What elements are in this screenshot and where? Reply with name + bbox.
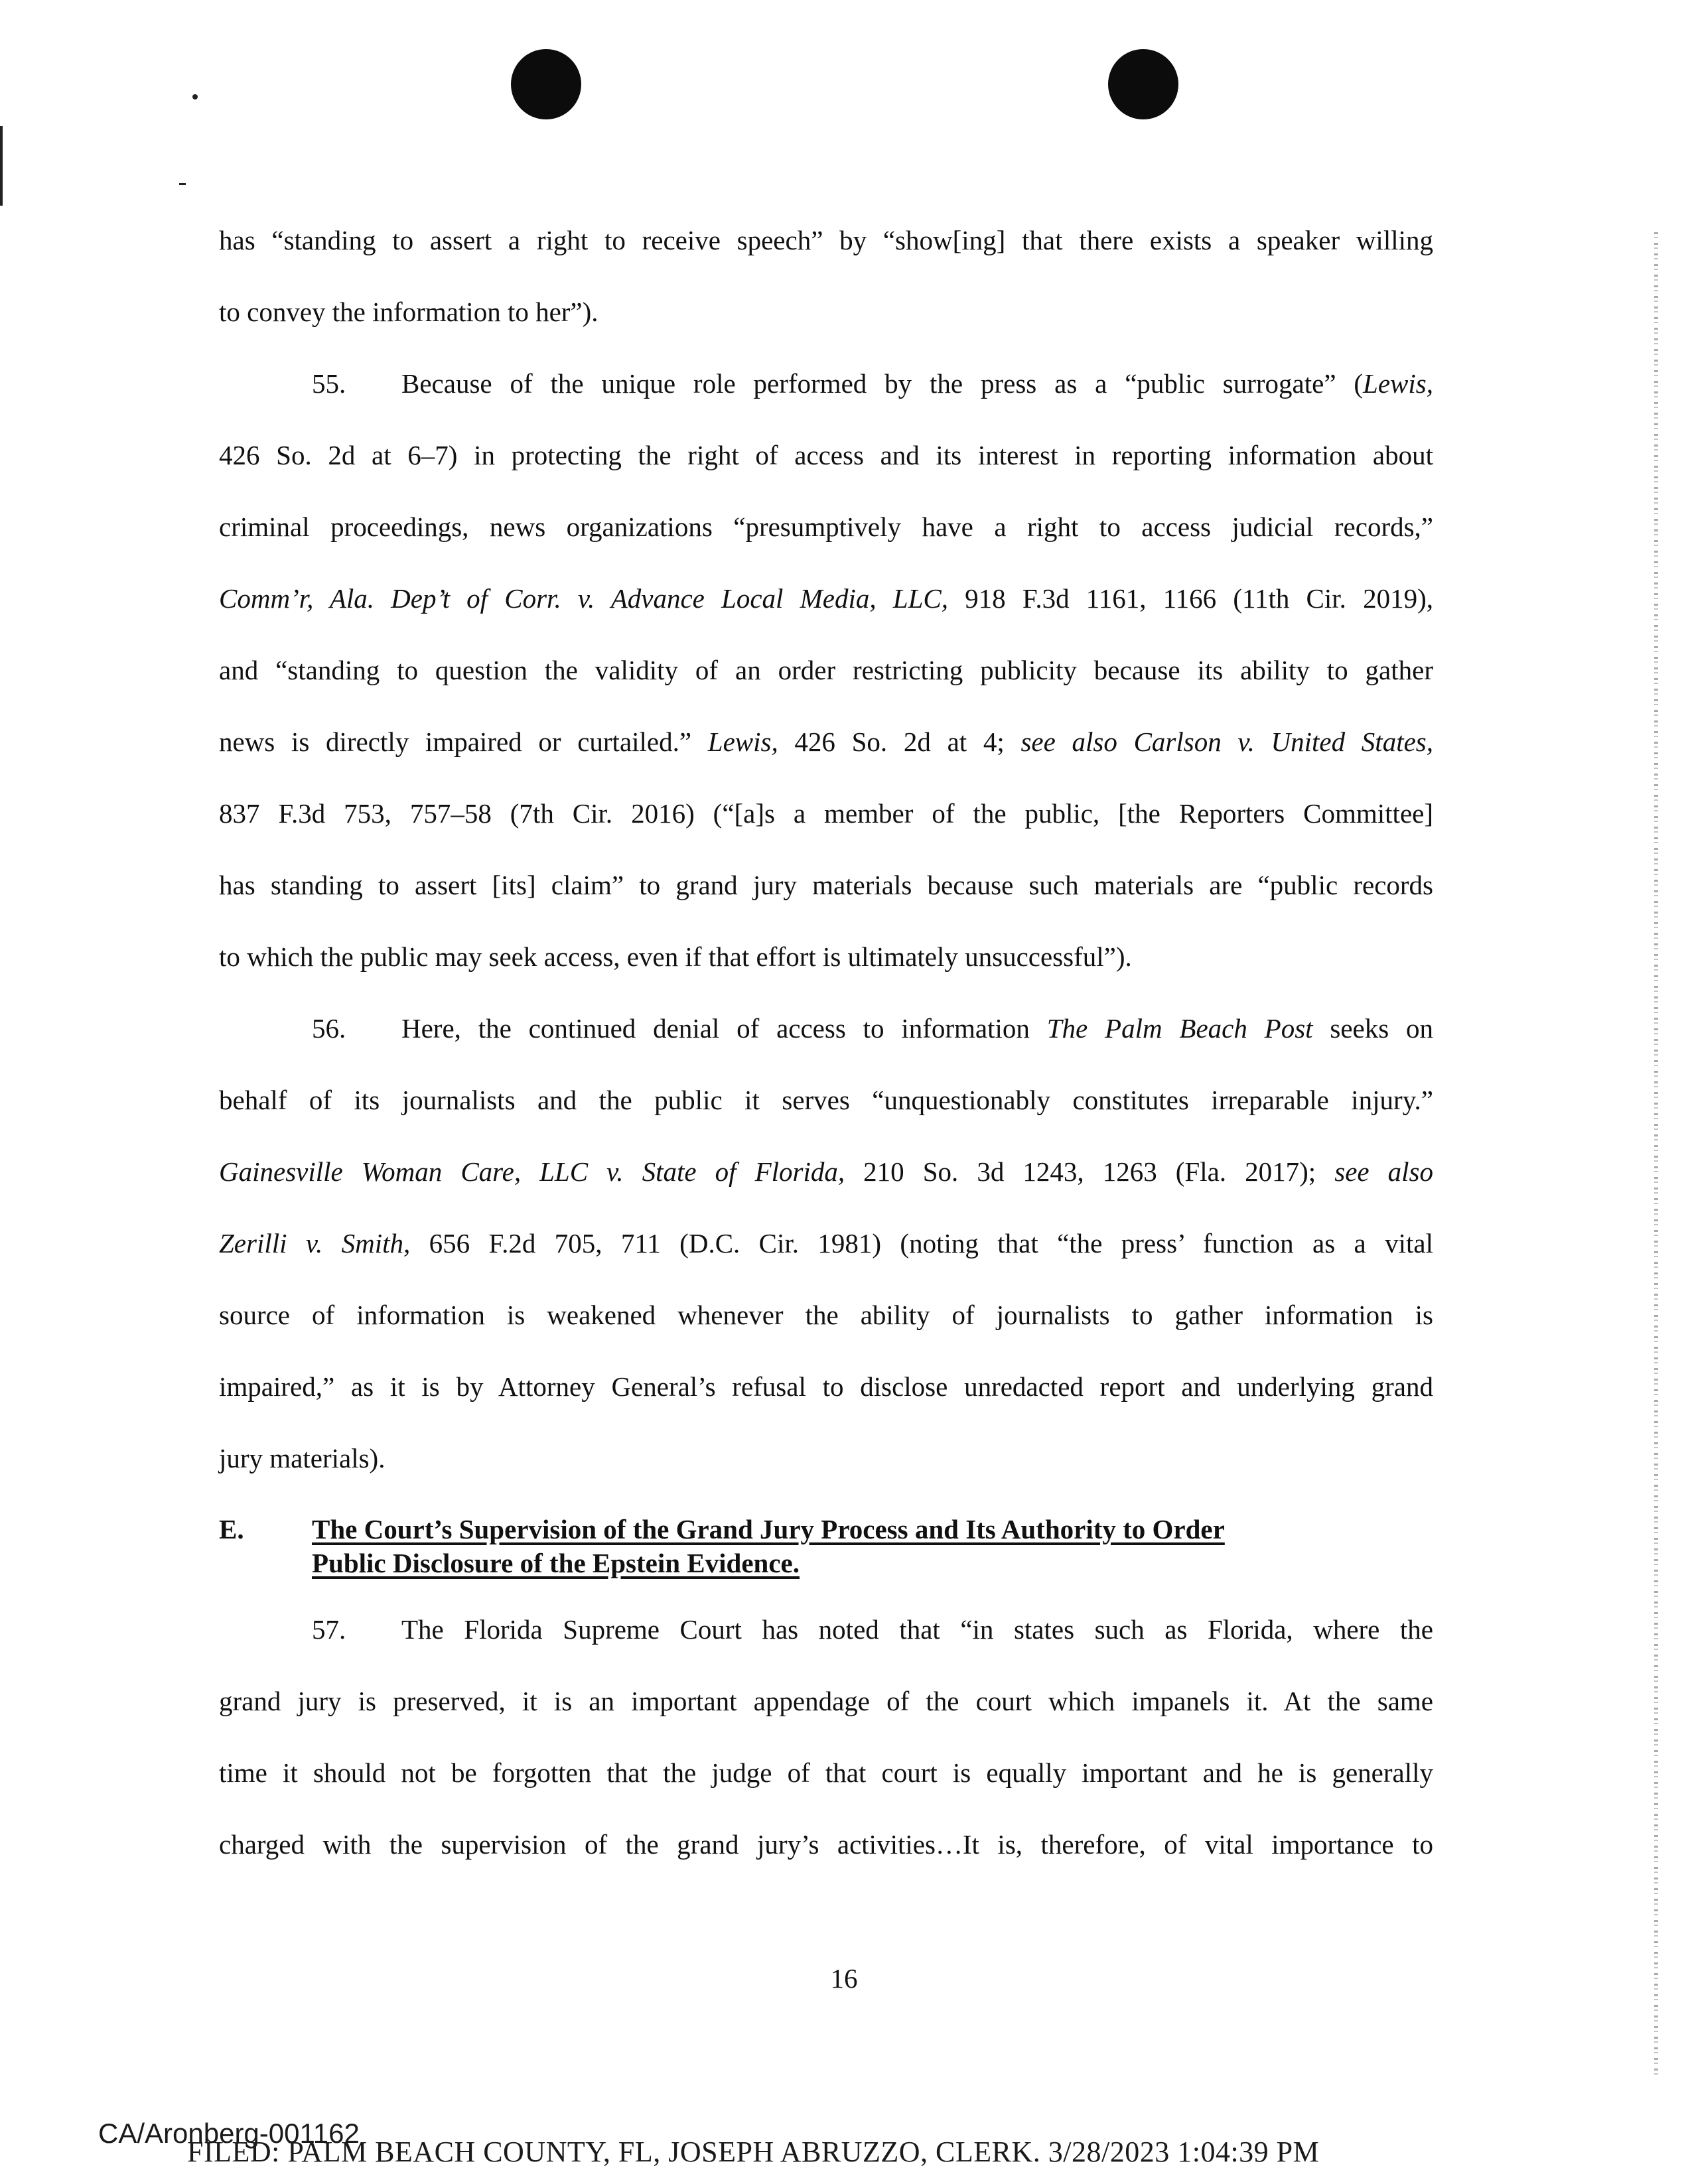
text-line: has standing to assert [its] claim” to grand jury materials because such materials are “public records [219, 870, 1433, 900]
citation: see also Carlson v. United States, [1020, 726, 1433, 757]
text-line: time it should not be forgotten that the judge of that court is equally important and he is generally [219, 1757, 1433, 1788]
scan-speck [192, 94, 198, 100]
citation: The Palm Beach Post [1046, 1013, 1313, 1044]
text-line: impaired,” as it is by Attorney General’s refusal to disclose unredacted report and underlying grand [219, 1371, 1433, 1402]
paragraph-55-line: 55. Because of the unique role performed by the press as a “public surrogate” (Lewis, [312, 368, 1433, 399]
citation: see also [1334, 1156, 1433, 1187]
text-line: 426 So. 2d at 6–7) in protecting the right of access and its interest in reporting information about [219, 440, 1433, 470]
section-heading-line: The Court’s Supervision of the Grand Jury Process and Its Authority to Order [312, 1514, 1225, 1544]
text-line: and “standing to question the validity of an order restricting publicity because its ability to gather [219, 655, 1433, 685]
scan-edge-strip [1654, 232, 1658, 2077]
text-line: 837 F.3d 753, 757–58 (7th Cir. 2016) (“[a]s a member of the public, [the Reporters Committee] [219, 798, 1433, 829]
text-line: Zerilli v. Smith, 656 F.2d 705, 711 (D.C. Cir. 1981) (noting that “the press’ function as a vital [219, 1228, 1433, 1259]
scan-margin-bar [0, 126, 3, 206]
section-heading-line: Public Disclosure of the Epstein Evidence. [312, 1548, 800, 1578]
text-line: Gainesville Woman Care, LLC v. State of Florida, 210 So. 3d 1243, 1263 (Fla. 2017); see also [219, 1156, 1433, 1187]
hole-punch-left [511, 49, 581, 119]
paragraph-number: 57. [312, 1614, 346, 1645]
text-line: grand jury is preserved, it is an important appendage of the court which impanels it. At the same [219, 1686, 1433, 1716]
paragraph-56-line: 56. Here, the continued denial of access to information The Palm Beach Post seeks on [312, 1013, 1433, 1044]
citation: Lewis, [707, 726, 778, 757]
scan-speck [179, 183, 186, 185]
page-number: 16 [830, 1963, 858, 1994]
citation: Comm’r, Ala. Dep’t of Corr. v. Advance Local Media, LLC, [219, 583, 948, 614]
text-line: has “standing to assert a right to receive speech” by “show[ing] that there exists a speaker willing [219, 225, 1433, 255]
paragraph-number: 55. [312, 368, 346, 399]
citation: Zerilli v. Smith, [219, 1228, 411, 1259]
text-line: source of information is weakened whenever the ability of journalists to gather information is [219, 1300, 1433, 1330]
text-line: news is directly impaired or curtailed.” Lewis, 426 So. 2d at 4; see also Carlson v. United States, [219, 726, 1433, 757]
section-heading [312, 1550, 800, 1577]
section-heading [312, 1516, 1225, 1543]
text-line: criminal proceedings, news organizations “presumptively have a right to access judicial records,” [219, 512, 1433, 542]
text-line: jury materials). [219, 1443, 386, 1473]
hole-punch-right [1108, 49, 1178, 119]
paragraph-57-line: 57. The Florida Supreme Court has noted that “in states such as Florida, where the [312, 1614, 1433, 1645]
bates-stamp: CA/Aronberg-001162 [98, 2118, 360, 2149]
citation: Gainesville Woman Care, LLC v. State of Florida, [219, 1156, 845, 1187]
text-line: charged with the supervision of the grand jury’s activities…It is, therefore, of vital importance to [219, 1829, 1433, 1860]
filed-stamp: FILED: PALM BEACH COUNTY, FL, JOSEPH ABRUZZO, CLERK. 3/28/2023 1:04:39 PM [187, 2136, 1320, 2168]
citation: Lewis, [1363, 368, 1433, 399]
section-heading-letter: E. [219, 1514, 244, 1544]
text-line: to which the public may seek access, even if that effort is ultimately unsuccessful”). [219, 941, 1132, 972]
text-line: to convey the information to her”). [219, 297, 598, 327]
paragraph-number: 56. [312, 1013, 346, 1044]
text-line: Comm’r, Ala. Dep’t of Corr. v. Advance Local Media, LLC, 918 F.3d 1161, 1166 (11th Cir. 2019), [219, 583, 1434, 614]
text-line: behalf of its journalists and the public it serves “unquestionably constitutes irreparable injury.” [219, 1085, 1433, 1115]
